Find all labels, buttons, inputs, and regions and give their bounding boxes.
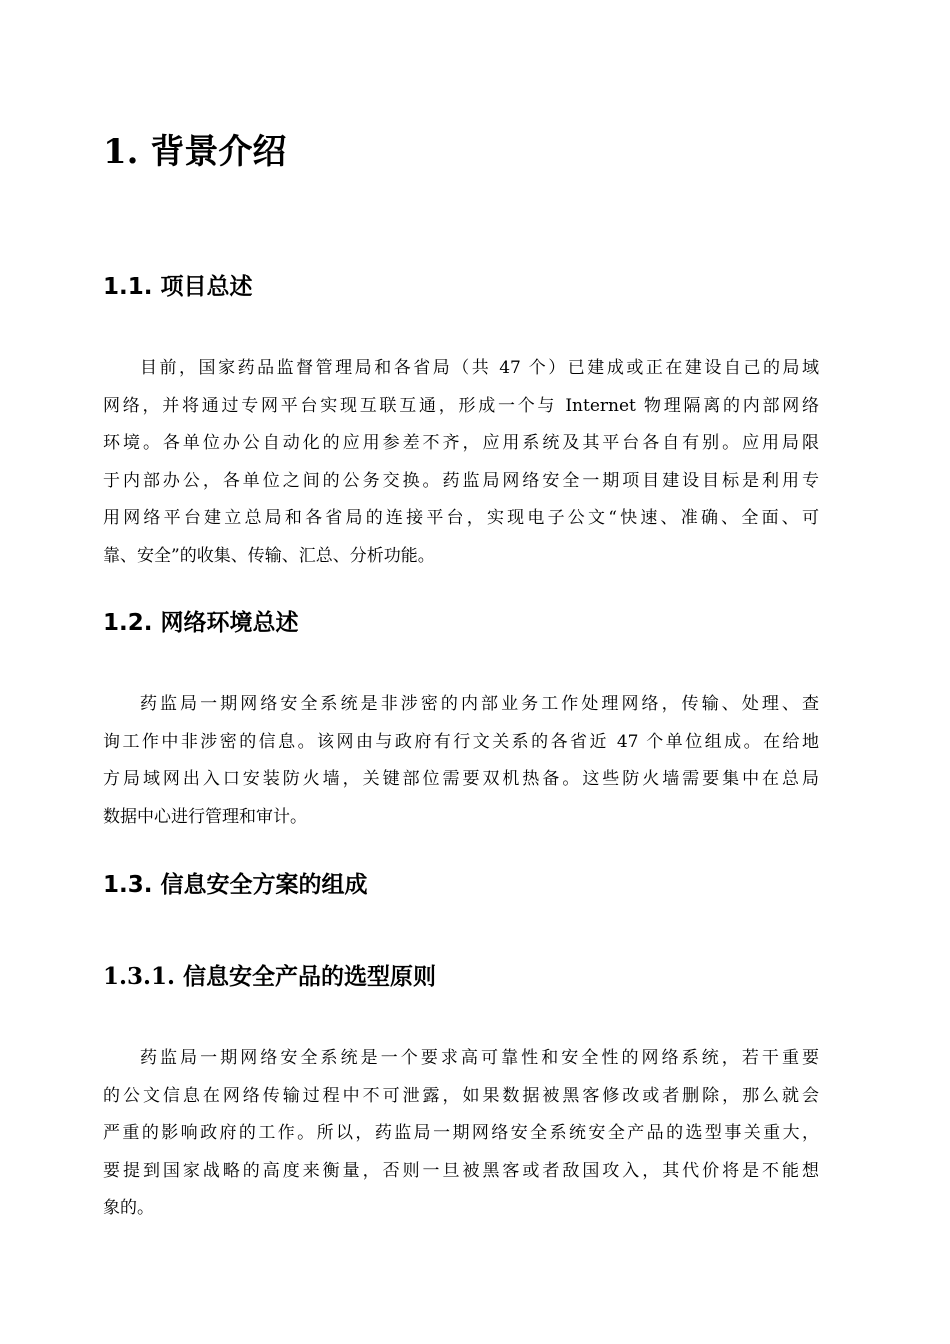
paragraph-line: 药监局一期网络安全系统是非涉密的内部业务工作处理网络，传输、处理、查 bbox=[140, 694, 819, 714]
section-heading-1-1: 1.1. 项目总述 bbox=[103, 274, 253, 300]
paragraph-line: 用网络平台建立总局和各省局的连接平台，实现电子公文“快速、准确、全面、可 bbox=[103, 508, 819, 528]
paragraph-line: 的公文信息在网络传输过程中不可泄露，如果数据被黑客修改或者删除，那么就会 bbox=[103, 1085, 819, 1106]
paragraph-line: 网络，并将通过专网平台实现互联互通，形成一个与 Internet 物理隔离的内部网络 bbox=[103, 395, 819, 416]
paragraph-line: 询工作中非涉密的信息。该网由与政府有行文关系的各省近 47 个单位组成。在给地 bbox=[103, 731, 819, 752]
paragraph-line: 药监局一期网络安全系统是一个要求高可靠性和安全性的网络系统，若干重要 bbox=[140, 1048, 819, 1068]
paragraph-line: 数据中心进行管理和审计。 bbox=[103, 806, 307, 827]
chapter-heading: 1. 背景介绍 bbox=[103, 132, 287, 172]
paragraph-line: 于内部办公，各单位之间的公务交换。药监局网络安全一期项目建设目标是利用专 bbox=[103, 470, 819, 491]
section-1-3-1-paragraph bbox=[103, 1040, 819, 1228]
paragraph-line: 方局域网出入口安装防火墙，关键部位需要双机热备。这些防火墙需要集中在总局 bbox=[103, 769, 819, 789]
section-heading-1-3-1: 1.3.1. 信息安全产品的选型原则 bbox=[103, 963, 437, 990]
section-heading-1-3: 1.3. 信息安全方案的组成 bbox=[103, 872, 368, 898]
paragraph-line: 象的。 bbox=[103, 1198, 154, 1218]
section-heading-1-2: 1.2. 网络环境总述 bbox=[103, 610, 299, 636]
paragraph-line: 严重的影响政府的工作。所以，药监局一期网络安全系统安全产品的选型事关重大， bbox=[103, 1123, 819, 1143]
section-1-2-paragraph bbox=[103, 686, 819, 836]
paragraph-line: 环境。各单位办公自动化的应用参差不齐，应用系统及其平台各自有别。应用局限 bbox=[103, 433, 819, 453]
paragraph-line: 要提到国家战略的高度来衡量，否则一旦被黑客或者敌国攻入，其代价将是不能想 bbox=[103, 1160, 819, 1181]
paragraph-line: 目前，国家药品监督管理局和各省局（共 47 个）已建成或正在建设自己的局域 bbox=[140, 358, 819, 378]
paragraph-line: 靠、安全”的收集、传输、汇总、分析功能。 bbox=[103, 545, 435, 566]
section-1-1-paragraph bbox=[103, 350, 819, 575]
